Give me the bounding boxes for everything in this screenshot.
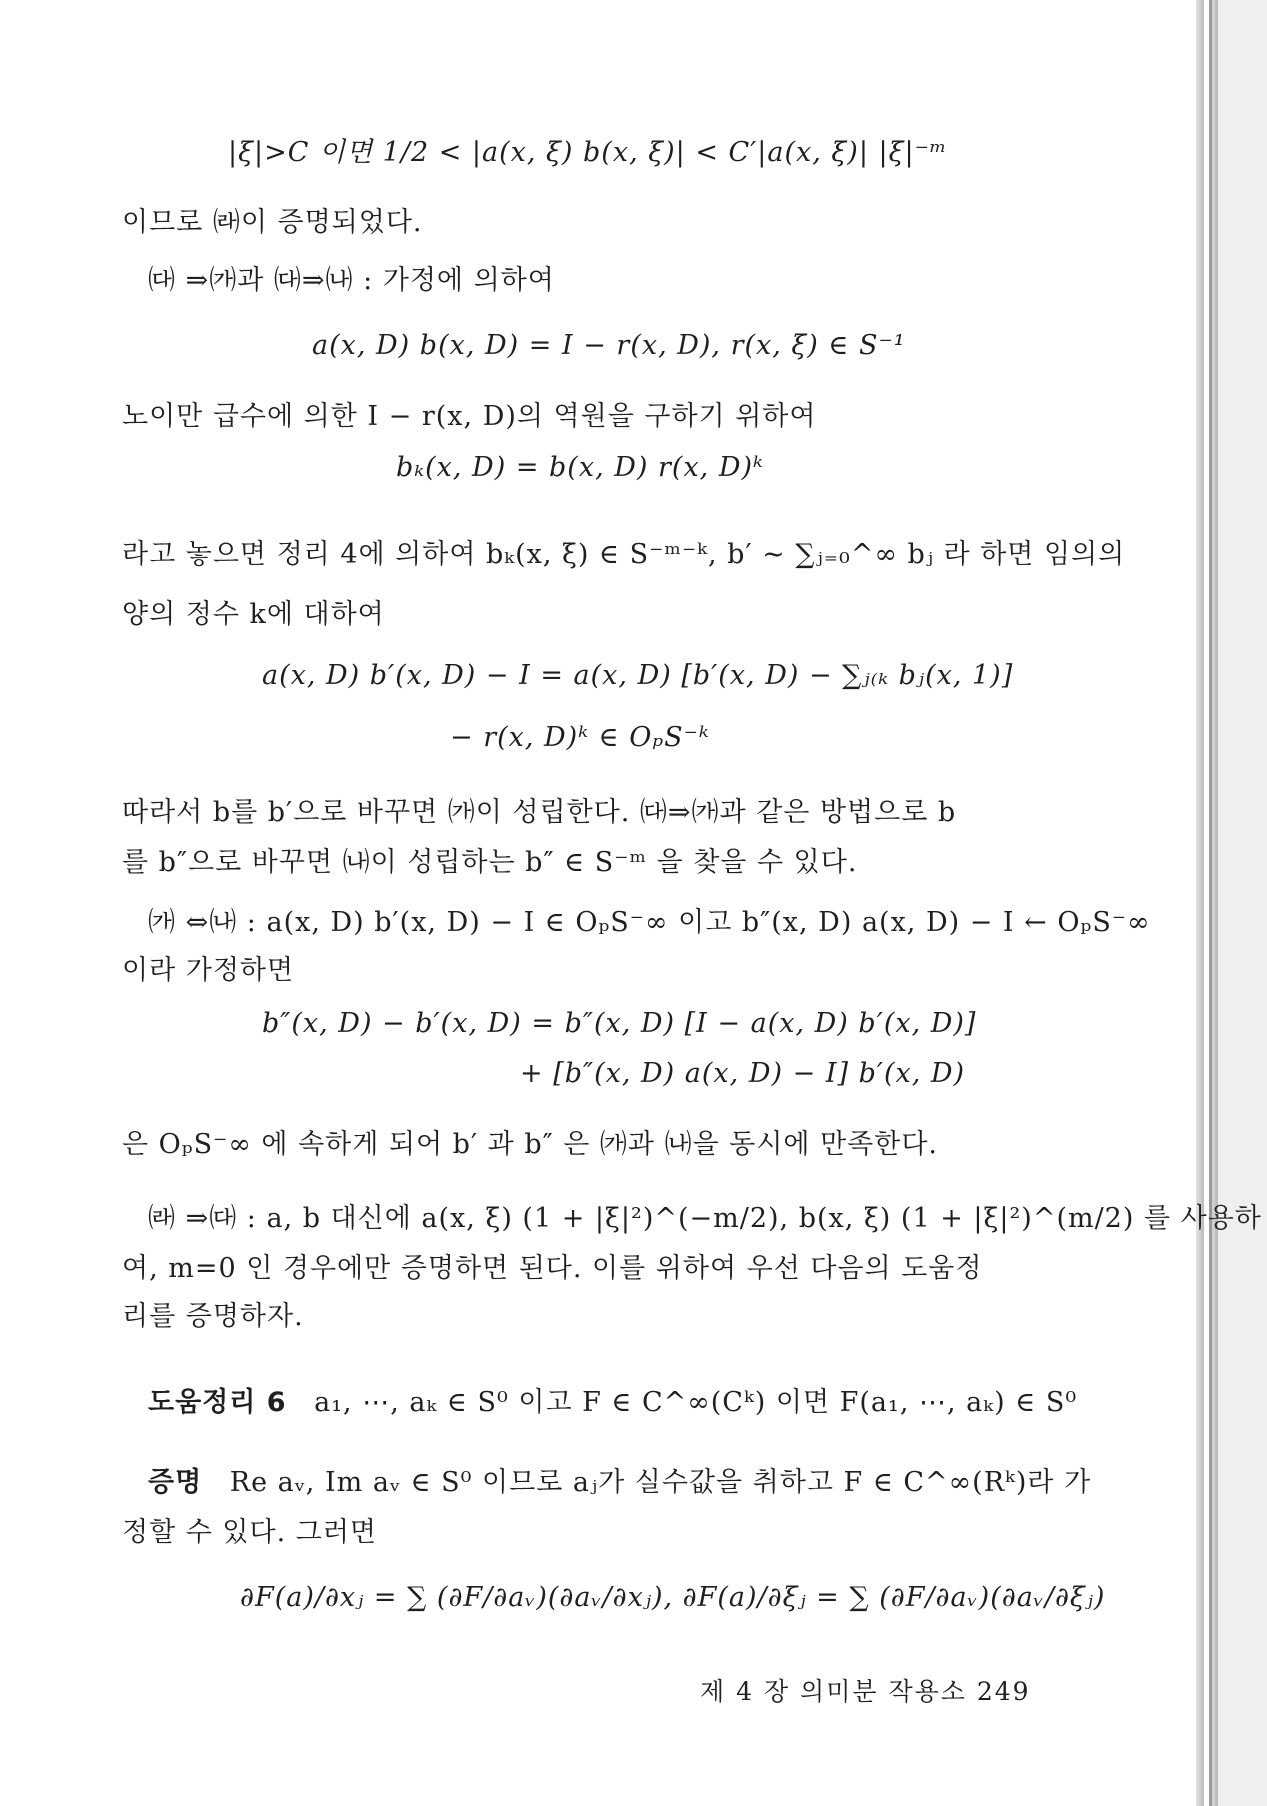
text-line-18: ㈑ ⇒㈐ : a, b 대신에 a(x, ξ) (1 + |ξ|²)^(−m/2), b(x, ξ) (1 + |ξ|²)^(m/2) 를 사용하 xyxy=(148,1203,1262,1234)
page-spine-shadow xyxy=(1196,0,1204,1806)
proof-label: 증명 xyxy=(148,1467,203,1498)
equation-15: b″(x, D) − b′(x, D) = b″(x, D) [I − a(x, D) b′(x, D)] xyxy=(262,1008,977,1039)
text-line-8: 양의 정수 k에 대하여 xyxy=(122,599,385,630)
text-line-7: 라고 놓으면 정리 4에 의하여 bₖ(x, ξ) ∈ S⁻ᵐ⁻ᵏ, b′ ∼ ∑ⱼ₌₀^∞ bⱼ 라 하면 임의의 xyxy=(122,539,1126,570)
page-footer: 제 4 장 의미분 작용소 249 xyxy=(700,1677,1031,1706)
lemma-statement: a₁, ⋯, aₖ ∈ S⁰ 이고 F ∈ C^∞(Cᵏ) 이면 F(a₁, ⋯, aₖ) ∈ S⁰ xyxy=(314,1387,1078,1418)
text-line-17: 은 OₚS⁻∞ 에 속하게 되어 b′ 과 b″ 은 ㈎과 ㈏을 동시에 만족한다. xyxy=(122,1129,939,1160)
proof-text: Re aᵥ, Im aᵥ ∈ S⁰ 이므로 aⱼ가 실수값을 취하고 F ∈ C^∞(Rᵏ)라 가 xyxy=(229,1467,1092,1498)
equation-9: a(x, D) b′(x, D) − I = a(x, D) [b′(x, D) − ∑ⱼ₍ₖ bⱼ(x, 1)] xyxy=(262,660,1014,691)
text-line-1: |ξ|>C 이면 1/2 < |a(x, ξ) b(x, ξ)| < C′|a(x, ξ)| |ξ|⁻ᵐ xyxy=(228,137,948,168)
text-line-19: 여, m=0 인 경우에만 증명하면 된다. 이를 위하여 우선 다음의 도움정 xyxy=(122,1253,983,1284)
text-line-23: 정할 수 있다. 그러면 xyxy=(122,1517,377,1548)
equation-16: + [b″(x, D) a(x, D) − I] b′(x, D) xyxy=(520,1058,966,1089)
lemma-label: 도움정리 6 xyxy=(148,1387,287,1418)
equation-10: − r(x, D)ᵏ ∈ OₚS⁻ᵏ xyxy=(450,722,710,753)
equation-4: a(x, D) b(x, D) = I − r(x, D), r(x, ξ) ∈ S⁻¹ xyxy=(312,330,906,361)
equation-24: ∂F(a)/∂xⱼ = ∑ (∂F/∂aᵥ)(∂aᵥ/∂xⱼ), ∂F(a)/∂ξⱼ = ∑ (∂F/∂aᵥ)(∂aᵥ/∂ξⱼ) xyxy=(240,1582,1106,1613)
text-line-5: 노이만 급수에 의한 I − r(x, D)의 역원을 구하기 위하여 xyxy=(122,401,817,432)
text-line-14: 이라 가정하면 xyxy=(122,955,295,986)
equation-6: bₖ(x, D) = b(x, D) r(x, D)ᵏ xyxy=(396,452,764,483)
text-line-3: ㈐ ⇒㈎과 ㈐⇒㈏ : 가정에 의하여 xyxy=(148,265,555,296)
proof-line-1 xyxy=(148,1460,1091,1499)
text-line-2: 이므로 ㈑이 증명되었다. xyxy=(122,207,423,238)
text-line-12: 를 b″으로 바꾸면 ㈏이 성립하는 b″ ∈ S⁻ᵐ 을 찾을 수 있다. xyxy=(122,847,858,878)
text-line-20: 리를 증명하자. xyxy=(122,1301,304,1332)
text-line-13: ㈎ ⇔㈏ : a(x, D) b′(x, D) − I ∈ OₚS⁻∞ 이고 b″(x, D) a(x, D) − I ← OₚS⁻∞ xyxy=(148,907,1151,938)
lemma-6 xyxy=(148,1380,1077,1419)
text-line-11: 따라서 b를 b′으로 바꾸면 ㈎이 성립한다. ㈐⇒㈎과 같은 방법으로 b xyxy=(122,797,957,828)
